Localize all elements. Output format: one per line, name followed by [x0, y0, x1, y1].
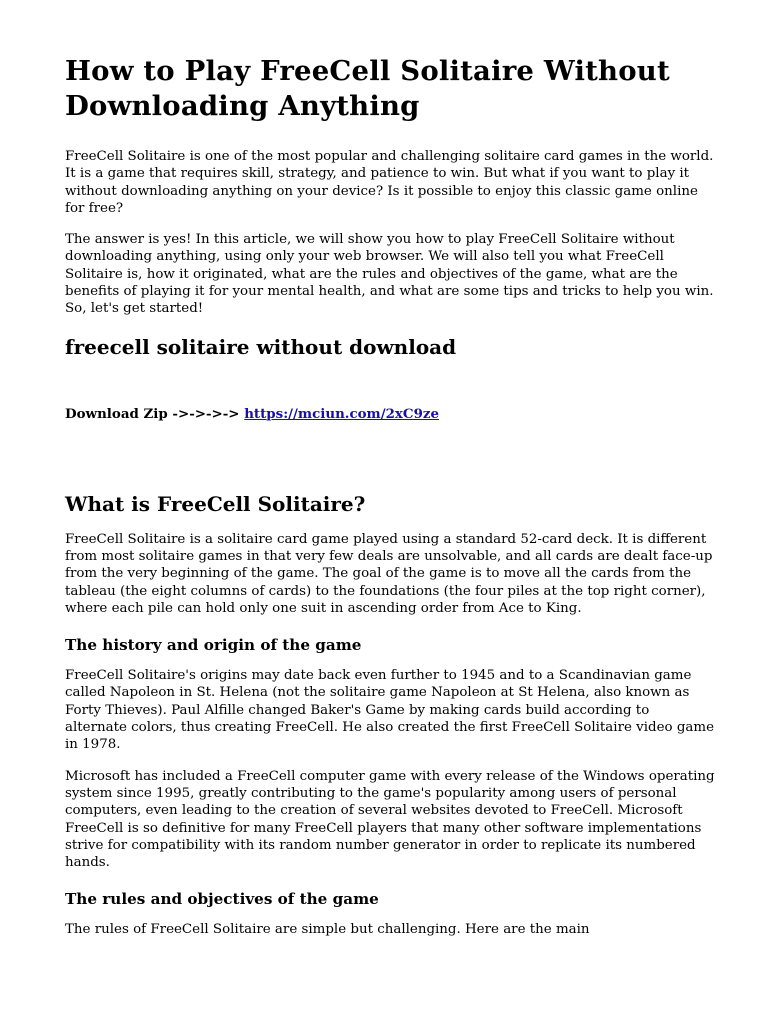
what-is-heading: What is FreeCell Solitaire?: [65, 491, 366, 516]
download-label: Download Zip ->->->->: [65, 405, 245, 422]
history-paragraph-1: FreeCell Solitaire's origins may date back even further to 1945 and to a Scandinavian game called Napoleon in St. Helena (not the solitaire game Napoleon at St Helena, also known as Forty Thieves). Paul Alfille changed Baker's Game by making cards build according to alternate colors, thus creating FreeCell. He also created the first FreeCell Solitaire video game in 1978.: [65, 668, 714, 753]
keyword-heading: freecell solitaire without download: [65, 334, 457, 359]
download-line: [65, 406, 715, 423]
history-heading: The history and origin of the game: [65, 636, 362, 655]
article-title: How to Play FreeCell Solitaire Without Downloading Anything: [65, 55, 670, 122]
intro-paragraph-2: The answer is yes! In this article, we will show you how to play FreeCell Solitaire without downloading anything, using only your web browser. We will also tell you what FreeCell Solitaire is, how it originated, what are the rules and objectives of the game, what are the benefits of playing it for your mental health, and what are some tips and tricks to help you win. So, let's get started!: [65, 232, 714, 317]
rules-paragraph: The rules of FreeCell Solitaire are simple but challenging. Here are the main: [65, 922, 590, 938]
intro-paragraph-1: FreeCell Solitaire is one of the most popular and challenging solitaire card games in the world. It is a game that requires skill, strategy, and patience to win. But what if you want to play it without downloading anything on your device? Is it possible to enjoy this classic game online for free?: [65, 149, 714, 216]
what-is-paragraph: FreeCell Solitaire is a solitaire card game played using a standard 52-card deck. It is different from most solitaire games in that very few deals are unsolvable, and all cards are dealt face-up from the very beginning of the game. The goal of the game is to move all the cards from the tableau (the eight columns of cards) to the foundations (the four piles at the top right corner), where each pile can hold only one suit in ascending order from Ace to King.: [65, 531, 713, 616]
download-link[interactable]: https://mciun.com/2xC9ze: [244, 405, 440, 422]
rules-heading: The rules and objectives of the game: [65, 890, 379, 909]
document-page: [65, 54, 715, 953]
history-paragraph-2: Microsoft has included a FreeCell computer game with every release of the Windows operating system since 1995, greatly contributing to the game's popularity among users of personal computers, even leading to the creation of several websites devoted to FreeCell. Microsoft FreeCell is so definitive for many FreeCell players that many other software implementations strive for compatibility with its random number generator in order to replicate its numbered hands.: [65, 768, 715, 871]
